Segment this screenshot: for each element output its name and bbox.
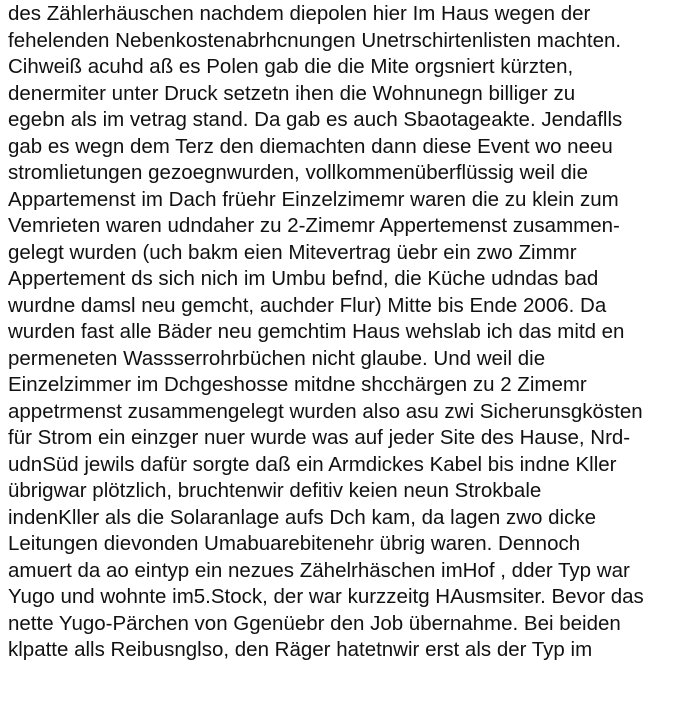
- text-line: übrigwar plötzlich, bruchtenwir defitiv keien neun Strokbale: [8, 479, 542, 502]
- text-line: Cihweiß acuhd aß es Polen gab die die Mite orgsniert kürzten,: [8, 55, 574, 78]
- text-line: stromlietungen gezoegnwurden, vollkommenüberflüssig weil die: [8, 161, 589, 184]
- document-text: [8, 1, 684, 664]
- text-line: klpatte alls Reibusnglso, den Räger hatetnwir erst als der Typ im: [8, 638, 593, 661]
- document-page: [8, 0, 684, 720]
- text-line: udnSüd jewils dafür sorgte daß ein Armdickes Kabel bis indne Kller: [8, 452, 617, 476]
- text-line: Einzelzimmer im Dchgeshosse mitdne shcchärgen zu 2 Zimemr: [8, 373, 587, 396]
- text-line: für Strom ein einzger nuer wurde was auf jeder Site des Hause, Nrd-: [8, 426, 631, 449]
- text-line: gelegt wurden (uch bakm eien Mitevertrag üebr ein zwo Zimmr: [8, 240, 577, 264]
- text-line: nette Yugo-Pärchen von Ggenüebr den Job übernahme. Bei beiden: [8, 611, 621, 635]
- text-line: egebn als im vetrag stand. Da gab es auch Sbaotageakte. Jendaflls: [8, 108, 623, 131]
- text-line: fehelenden Nebenkostenabrhcnungen Unetrschirtenlisten machten.: [8, 28, 622, 52]
- text-line: permeneten Wassserrohrbüchen nicht glaube. Und weil die: [8, 346, 546, 370]
- text-line: wurdne damsl neu gemcht, auchder Flur) Mitte bis Ende 2006. Da: [8, 293, 607, 317]
- text-line: Leitungen dievonden Umabuarebitenehr übrig waren. Dennoch: [8, 532, 581, 555]
- text-line: denermiter unter Druck setzetn ihen die Wohnunegn billiger zu: [8, 81, 576, 105]
- text-line: wurden fast alle Bäder neu gemchtim Haus wehslab ich das mitd en: [8, 320, 625, 343]
- text-line: Vemrieten waren udndaher zu 2-Zimemr Appertemenst zusammen-: [8, 214, 620, 237]
- text-line: Yugo und wohnte im5.Stock, der war kurzzeitg HAusmsiter. Bevor das: [8, 585, 644, 608]
- text-line: Appertement ds sich nich im Umbu befnd, die Küche udndas bad: [8, 267, 599, 290]
- text-line: Appartemenst im Dach früehr Einzelzimemr waren die zu klein zum: [8, 187, 619, 211]
- text-line: indenKller als die Solaranlage aufs Dch kam, da lagen zwo dicke: [8, 505, 597, 529]
- text-line: amuert da ao eintyp ein nezues Zähelrhäschen imHof , dder Typ war: [8, 558, 630, 582]
- text-line: des Zählerhäuschen nachdem diepolen hier Im Haus wegen der: [8, 2, 591, 25]
- text-line: appetrmenst zusammengelegt wurden also asu zwi Sicherunsgkösten: [8, 399, 643, 423]
- text-line: gab es wegn dem Terz den diemachten dann diese Event wo neeu: [8, 134, 613, 158]
